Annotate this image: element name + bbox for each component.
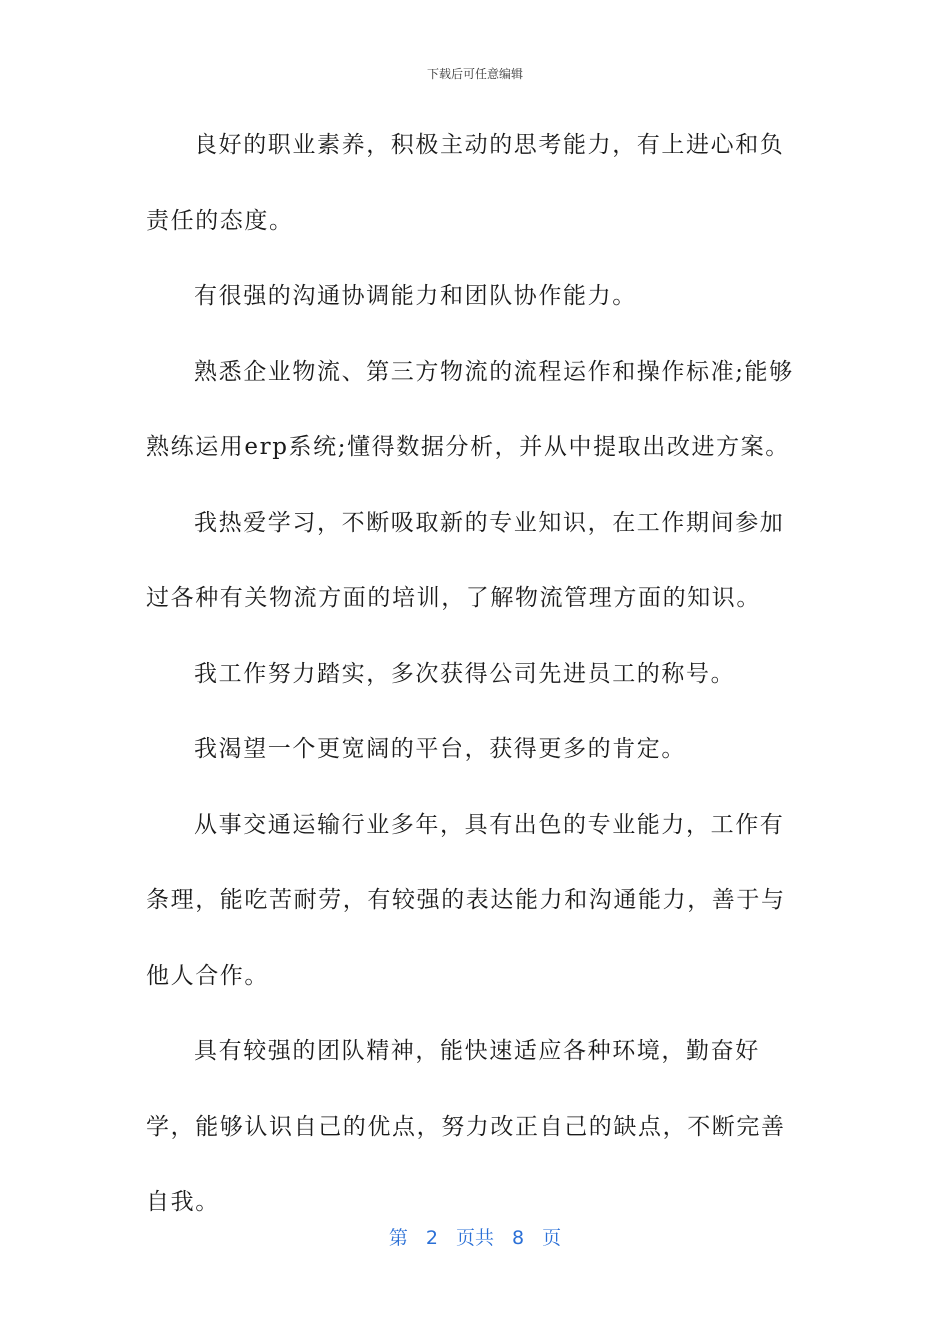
footer-prefix: 第 — [388, 1227, 408, 1249]
footer-current-page: 2 — [425, 1227, 438, 1249]
paragraph-3: 熟悉企业物流、第三方物流的流程运作和操作标准;能够熟练运用erp系统;懂得数据分析，并从中提取出改进方案。 — [146, 358, 794, 460]
paragraph-5: 我工作努力踏实，多次获得公司先进员工的称号。 — [194, 660, 736, 687]
paragraph-4: 我热爱学习，不断吸取新的专业知识，在工作期间参加过各种有关物流方面的培训，了解物流管理方面的知识。 — [146, 509, 785, 611]
paragraph-7: 从事交通运输行业多年，具有出色的专业能力，工作有条理，能吃苦耐劳，有较强的表达能力和沟通能力，善于与他人合作。 — [146, 811, 786, 989]
footer-middle: 页共 — [455, 1227, 494, 1249]
footer-suffix: 页 — [542, 1227, 562, 1249]
paragraph-2: 有很强的沟通协调能力和团队协作能力。 — [194, 283, 637, 309]
footer-total-pages: 8 — [512, 1227, 525, 1249]
paragraph-1: 良好的职业素养，积极主动的思考能力，有上进心和负责任的态度。 — [146, 132, 785, 234]
paragraph-6: 我渴望一个更宽阔的平台，获得更多的肯定。 — [194, 736, 686, 762]
page-footer — [0, 1225, 950, 1251]
document-body — [146, 108, 806, 1241]
page-header-note: 下载后可任意编辑 — [426, 67, 523, 81]
paragraph-8: 具有较强的团队精神，能快速适应各种环境，勤奋好学，能够认识自己的优点，努力改正自己的缺点，不断完善自我。 — [146, 1038, 786, 1215]
